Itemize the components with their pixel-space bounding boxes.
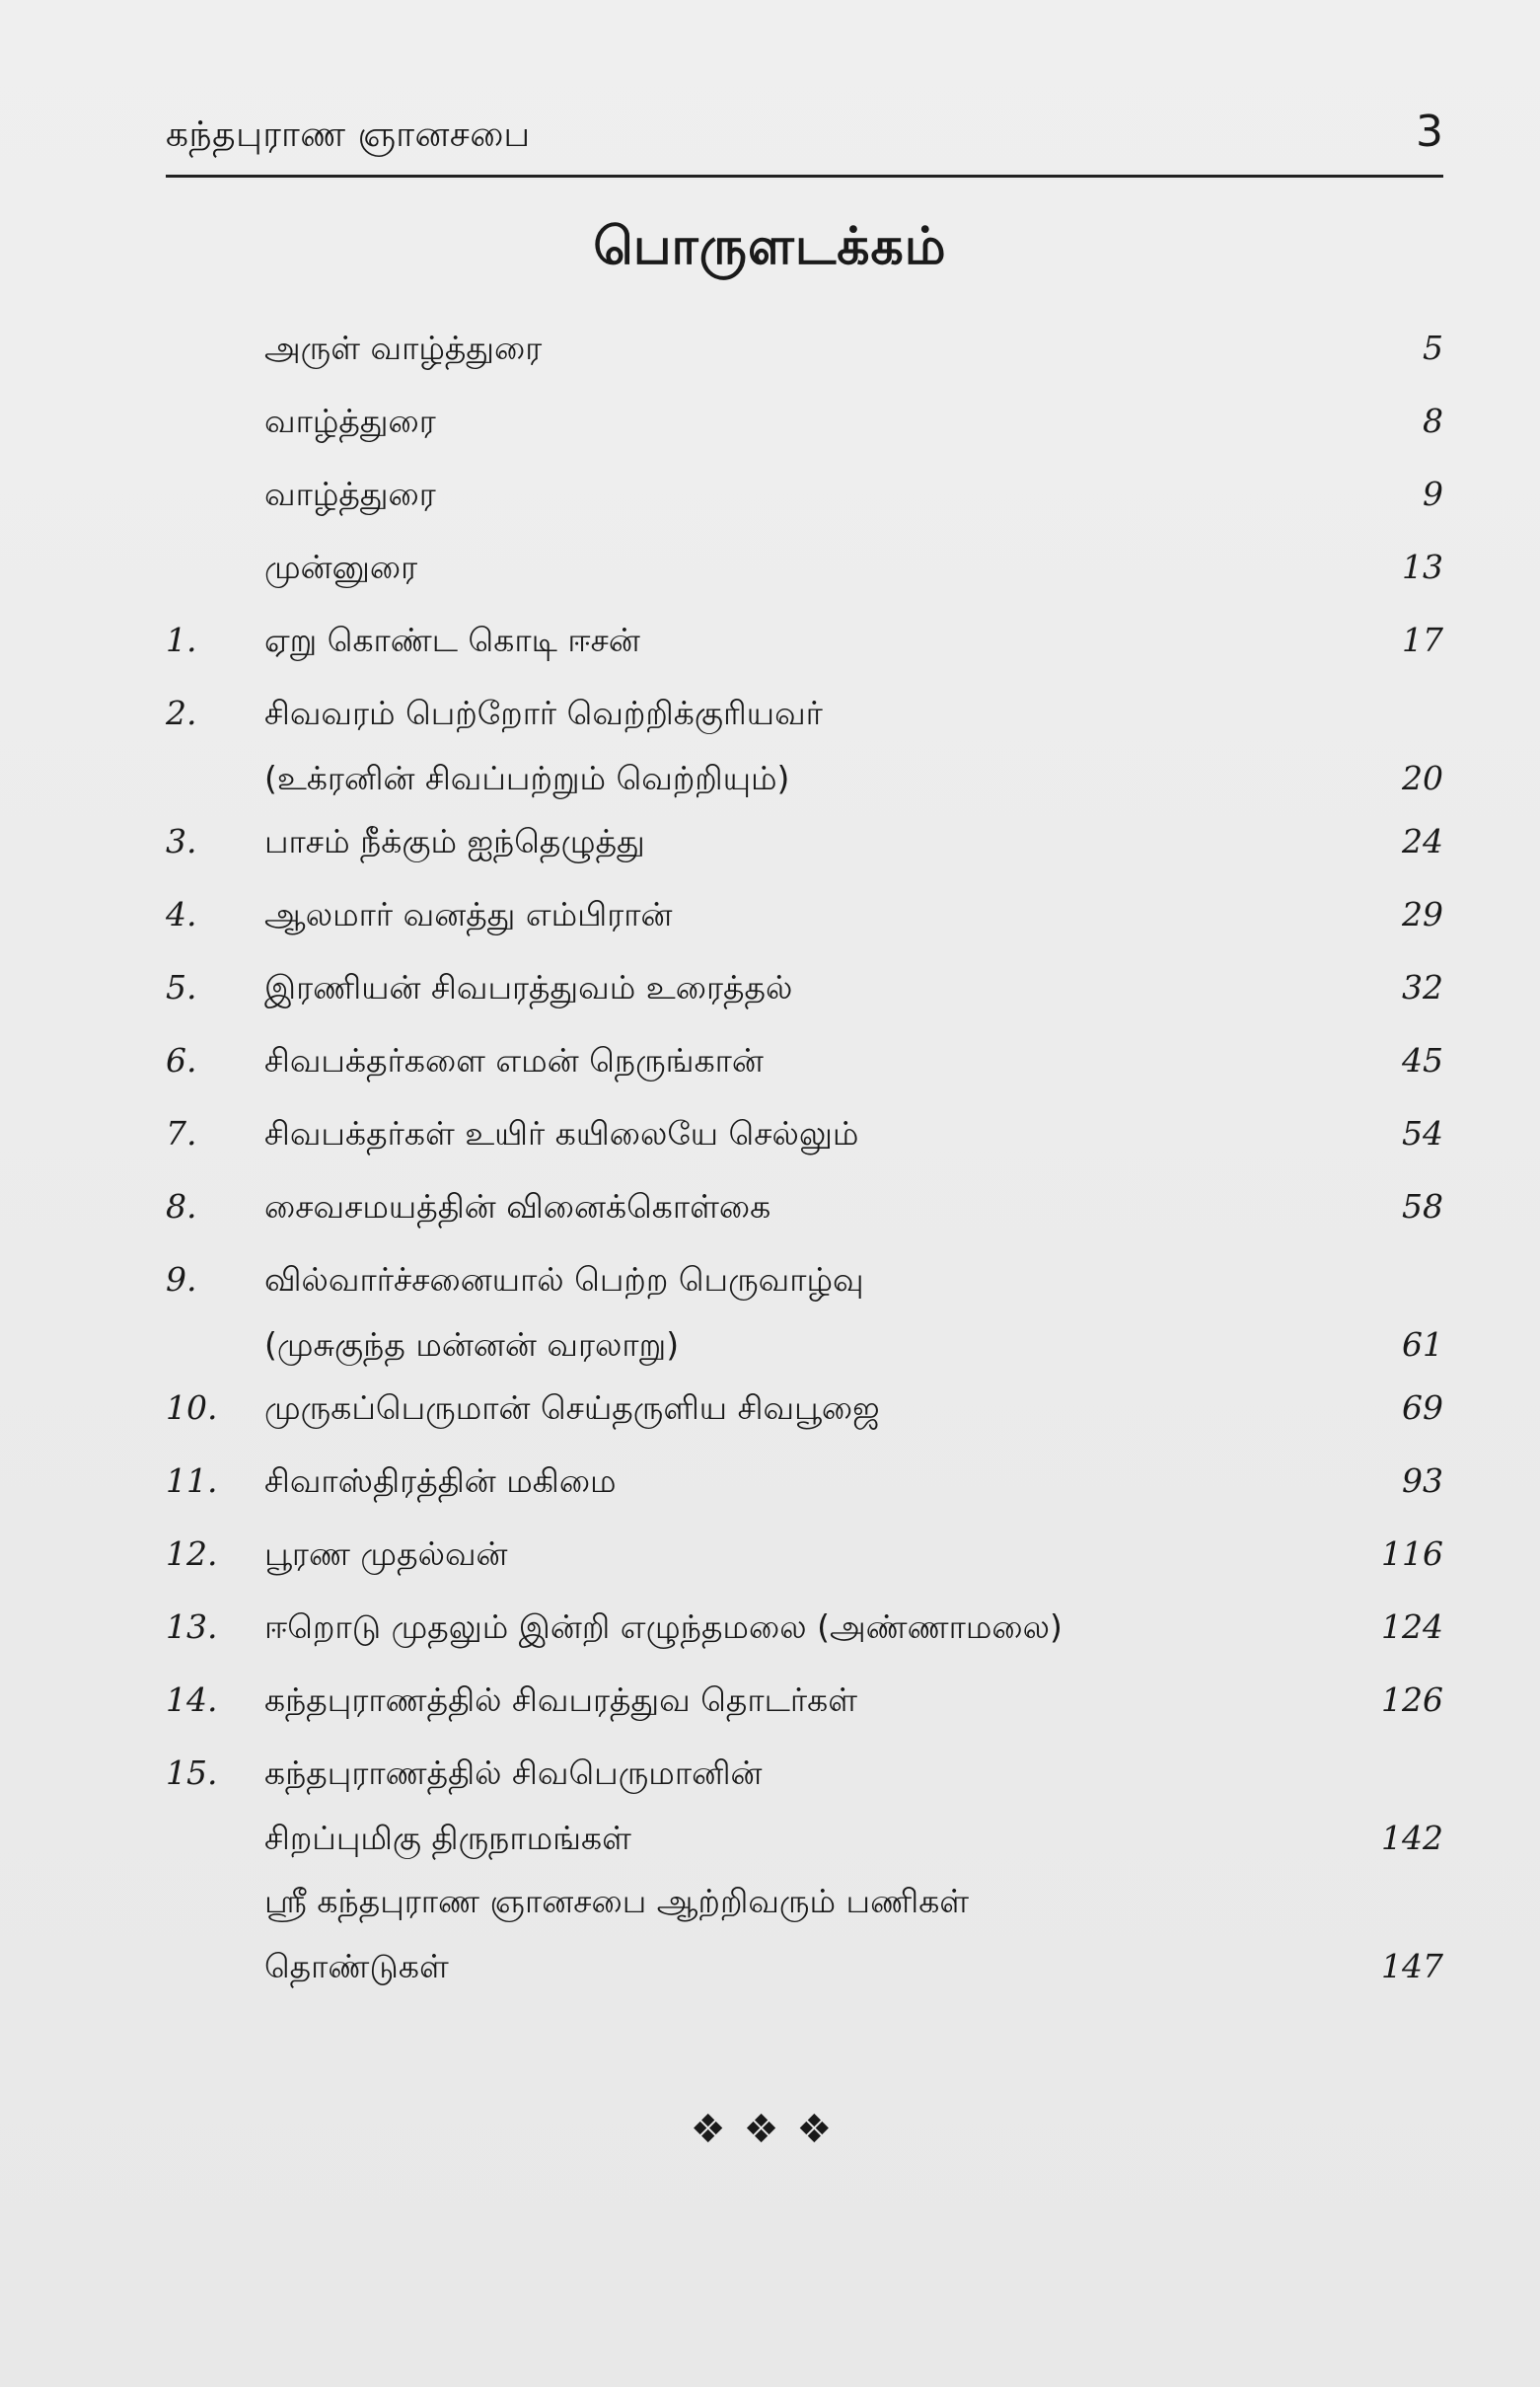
toc-entry-title-line: வாழ்த்துரை xyxy=(264,402,436,440)
toc-entry xyxy=(166,1376,1443,1441)
toc-entry-title-line: சிவவரம் பெற்றோர் வெற்றிக்குரியவர் xyxy=(264,694,823,732)
toc-entry-page: 29 xyxy=(1402,895,1443,933)
toc-entry-page: 45 xyxy=(1402,1041,1443,1080)
toc-entry-page: 116 xyxy=(1381,1534,1443,1573)
toc-entry xyxy=(166,389,1443,454)
toc-entry-number: 3. xyxy=(166,822,197,860)
toc-entry-number: 7. xyxy=(166,1114,197,1153)
toc-entry-number: 12. xyxy=(166,1534,218,1573)
toc-entry-title xyxy=(264,316,1300,381)
toc-entry-page: 32 xyxy=(1402,968,1443,1007)
toc-entry-title xyxy=(264,1247,1300,1378)
toc-entry-title xyxy=(264,1522,1300,1587)
toc-entry xyxy=(166,955,1443,1020)
toc-entry xyxy=(166,1028,1443,1093)
toc-entry-title-line: அருள் வாழ்த்துரை xyxy=(264,329,543,367)
toc-entry-number: 10. xyxy=(166,1388,218,1427)
toc-entry xyxy=(166,1741,1443,1871)
end-ornament: ❖❖❖ xyxy=(690,2107,850,2152)
toc-entry-title-line: சிவபக்தர்கள் உயிர் கயிலையே செல்லும் xyxy=(264,1114,859,1153)
toc-entry xyxy=(166,681,1443,811)
toc-entry-title xyxy=(264,809,1300,874)
toc-entry-title-line: பாசம் நீக்கும் ஐந்தெழுத்து xyxy=(264,822,645,860)
toc-entry-number: 9. xyxy=(166,1260,197,1299)
toc-entry-title xyxy=(264,1668,1300,1733)
toc-entry-page: 5 xyxy=(1423,329,1443,367)
toc-entry-title-line: முன்னுரை xyxy=(264,548,418,586)
toc-entry-number: 2. xyxy=(166,694,197,732)
toc-entry xyxy=(166,462,1443,527)
toc-entry xyxy=(166,1522,1443,1587)
toc-entry xyxy=(166,809,1443,874)
toc-entry-title xyxy=(264,389,1300,454)
toc-entry xyxy=(166,1668,1443,1733)
toc-entry-title xyxy=(264,1449,1300,1514)
toc-entry-title-line: வில்வார்ச்சனையால் பெற்ற பெருவாழ்வு xyxy=(264,1260,864,1299)
page-number: 3 xyxy=(1416,107,1443,157)
toc-entry-page: 8 xyxy=(1423,402,1443,440)
toc-entry-page: 93 xyxy=(1402,1461,1443,1500)
toc-entry-number: 8. xyxy=(166,1187,197,1226)
toc-entry-title xyxy=(264,1376,1300,1441)
toc-entry xyxy=(166,1174,1443,1239)
toc-entry-page: 124 xyxy=(1381,1607,1443,1646)
toc-entry-title-line: கந்தபுராணத்தில் சிவபெருமானின் xyxy=(264,1753,763,1792)
toc-entry-number: 14. xyxy=(166,1680,218,1719)
toc-entry-page: 54 xyxy=(1402,1114,1443,1153)
toc-entry-title xyxy=(264,608,1300,673)
toc-entry-title-line: ஏறு கொண்ட கொடி ஈசன் xyxy=(264,621,640,659)
toc-entry-title-line: ஈறொடு முதலும் இன்றி எழுந்தமலை (அண்ணாமலை) xyxy=(264,1607,1063,1646)
toc-entry-title-line: வாழ்த்துரை xyxy=(264,475,436,513)
toc-entry xyxy=(166,1595,1443,1660)
toc-entry-number: 5. xyxy=(166,968,197,1007)
header-rule xyxy=(166,175,1443,178)
toc-entry xyxy=(166,1101,1443,1166)
toc-entry-page: 9 xyxy=(1423,475,1443,513)
toc-entry-number: 11. xyxy=(166,1461,218,1500)
toc-entry-title-line: தொண்டுகள் xyxy=(264,1947,449,1985)
toc-entry-page: 147 xyxy=(1381,1947,1443,1985)
toc-entry-title xyxy=(264,535,1300,600)
toc-entry-number: 15. xyxy=(166,1753,218,1792)
toc-entry-title xyxy=(264,1101,1300,1166)
toc-entry xyxy=(166,882,1443,947)
toc-entry-title-line: சிவாஸ்திரத்தின் மகிமை xyxy=(264,1461,617,1500)
toc-entry xyxy=(166,1449,1443,1514)
toc-entry xyxy=(166,1247,1443,1378)
toc-entry-page: 20 xyxy=(1402,759,1443,797)
toc-entry-page: 17 xyxy=(1402,621,1443,659)
toc-entry-title xyxy=(264,1595,1300,1660)
toc-entry-title xyxy=(264,462,1300,527)
toc-entry-page: 61 xyxy=(1402,1325,1443,1364)
toc-entry-title-line: சிவபக்தர்களை எமன் நெருங்கான் xyxy=(264,1041,764,1080)
toc-entry-title-line: இரணியன் சிவபரத்துவம் உரைத்தல் xyxy=(264,968,793,1007)
toc-entry-page: 142 xyxy=(1381,1819,1443,1857)
toc-entry-title xyxy=(264,1869,1300,1999)
toc-entry-title-line: சிறப்புமிகு திருநாமங்கள் xyxy=(264,1819,631,1857)
toc-entry xyxy=(166,608,1443,673)
toc-entry-title-line: முருகப்பெருமான் செய்தருளிய சிவபூஜை xyxy=(264,1388,880,1427)
toc-entry-title-line: (முசுகுந்த மன்னன் வரலாறு) xyxy=(264,1325,680,1364)
toc-entry-title-line: பூரண முதல்வன் xyxy=(264,1534,508,1573)
toc-entry-title xyxy=(264,1174,1300,1239)
toc-entry-title-line: கந்தபுராணத்தில் சிவபரத்துவ தொடர்கள் xyxy=(264,1680,858,1719)
toc-entry-title xyxy=(264,1741,1300,1871)
toc-heading: பொருளடக்கம் xyxy=(593,217,947,276)
toc-entry-title-line: சைவசமயத்தின் வினைக்கொள்கை xyxy=(264,1187,771,1226)
toc-entry-page: 58 xyxy=(1402,1187,1443,1226)
toc-entry-title xyxy=(264,681,1300,811)
toc-entry-title-line: (உக்ரனின் சிவப்பற்றும் வெற்றியும்) xyxy=(264,759,790,797)
toc-entry-title-line: ஸ்ரீ கந்தபுராண ஞானசபை ஆற்றிவரும் பணிகள் xyxy=(264,1882,970,1920)
toc-entry-page: 24 xyxy=(1402,822,1443,860)
toc-entry-page: 69 xyxy=(1402,1388,1443,1427)
toc-entry-page: 13 xyxy=(1402,548,1443,586)
toc-entry-number: 4. xyxy=(166,895,197,933)
toc-entry-title xyxy=(264,882,1300,947)
toc-entry-number: 13. xyxy=(166,1607,218,1646)
toc-entry-title xyxy=(264,955,1300,1020)
running-head xyxy=(166,107,1443,166)
running-head-title: கந்தபுராண ஞானசபை xyxy=(166,114,531,155)
toc-entry-number: 1. xyxy=(166,621,197,659)
toc-entry xyxy=(166,316,1443,381)
toc-entry-title-line: ஆலமார் வனத்து எம்பிரான் xyxy=(264,895,673,933)
toc-entry-number: 6. xyxy=(166,1041,197,1080)
toc-entry xyxy=(166,1869,1443,1999)
toc-entry xyxy=(166,535,1443,600)
toc-entry-page: 126 xyxy=(1381,1680,1443,1719)
toc-entry-title xyxy=(264,1028,1300,1093)
